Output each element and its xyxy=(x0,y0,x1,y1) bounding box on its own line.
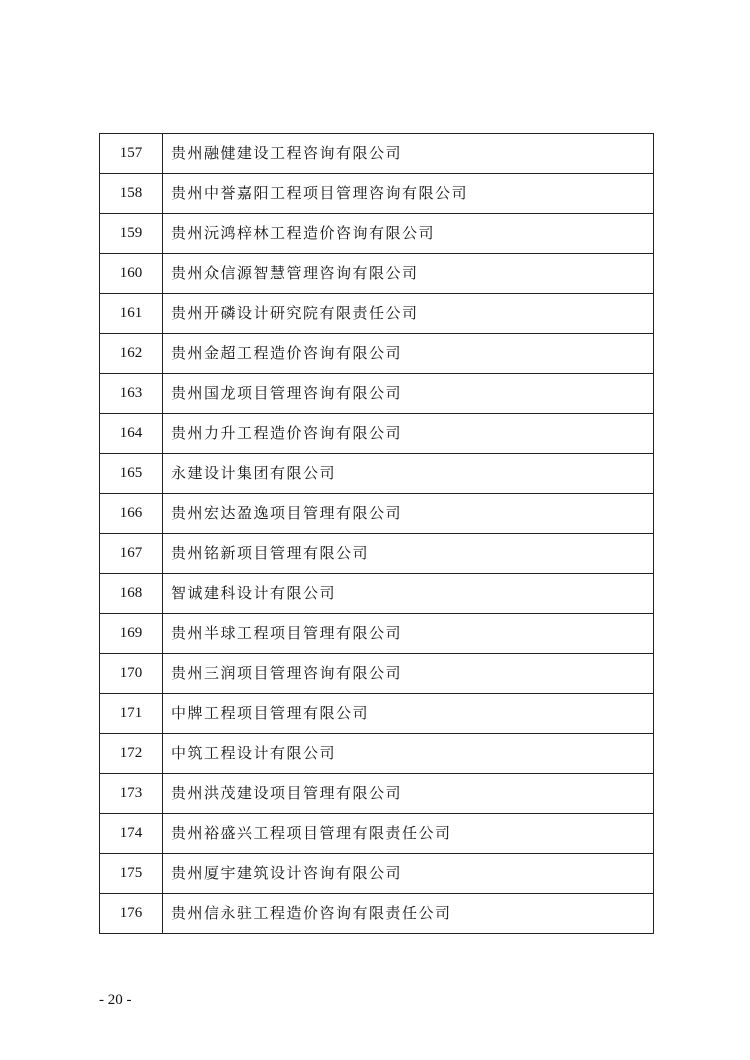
table-row xyxy=(100,494,654,534)
row-number: 165 xyxy=(100,454,163,494)
row-number: 164 xyxy=(100,414,163,454)
row-number: 169 xyxy=(100,614,163,654)
company-name: 贵州金超工程造价咨询有限公司 xyxy=(163,334,654,374)
table-body xyxy=(100,134,654,934)
row-number: 168 xyxy=(100,574,163,614)
company-name: 贵州沅鸿梓林工程造价咨询有限公司 xyxy=(163,214,654,254)
company-name: 贵州中誉嘉阳工程项目管理咨询有限公司 xyxy=(163,174,654,214)
company-name: 贵州半球工程项目管理有限公司 xyxy=(163,614,654,654)
company-name: 永建设计集团有限公司 xyxy=(163,454,654,494)
table-row xyxy=(100,214,654,254)
table-row xyxy=(100,134,654,174)
company-name: 中筑工程设计有限公司 xyxy=(163,734,654,774)
table-row xyxy=(100,694,654,734)
table-row xyxy=(100,414,654,454)
row-number: 160 xyxy=(100,254,163,294)
company-name: 贵州国龙项目管理咨询有限公司 xyxy=(163,374,654,414)
table-row xyxy=(100,614,654,654)
row-number: 174 xyxy=(100,814,163,854)
company-name: 贵州信永驻工程造价咨询有限责任公司 xyxy=(163,894,654,934)
table-row xyxy=(100,174,654,214)
company-name: 智诚建科设计有限公司 xyxy=(163,574,654,614)
table-row xyxy=(100,814,654,854)
company-name: 贵州铭新项目管理有限公司 xyxy=(163,534,654,574)
row-number: 170 xyxy=(100,654,163,694)
company-name: 贵州洪茂建设项目管理有限公司 xyxy=(163,774,654,814)
company-name: 贵州力升工程造价咨询有限公司 xyxy=(163,414,654,454)
row-number: 163 xyxy=(100,374,163,414)
row-number: 171 xyxy=(100,694,163,734)
row-number: 161 xyxy=(100,294,163,334)
table-row xyxy=(100,294,654,334)
table-row xyxy=(100,854,654,894)
company-name: 贵州厦宇建筑设计咨询有限公司 xyxy=(163,854,654,894)
row-number: 167 xyxy=(100,534,163,574)
row-number: 162 xyxy=(100,334,163,374)
company-name: 贵州宏达盈逸项目管理有限公司 xyxy=(163,494,654,534)
table-row xyxy=(100,654,654,694)
row-number: 172 xyxy=(100,734,163,774)
table-row xyxy=(100,454,654,494)
company-name: 贵州裕盛兴工程项目管理有限责任公司 xyxy=(163,814,654,854)
row-number: 158 xyxy=(100,174,163,214)
table-row xyxy=(100,534,654,574)
row-number: 176 xyxy=(100,894,163,934)
table-row xyxy=(100,574,654,614)
row-number: 159 xyxy=(100,214,163,254)
company-name: 贵州融健建设工程咨询有限公司 xyxy=(163,134,654,174)
table-row xyxy=(100,374,654,414)
table-row xyxy=(100,734,654,774)
company-name: 贵州三润项目管理咨询有限公司 xyxy=(163,654,654,694)
company-list-table xyxy=(99,133,654,934)
page-number: - 20 - xyxy=(99,992,132,1008)
table-row xyxy=(100,334,654,374)
company-name: 贵州众信源智慧管理咨询有限公司 xyxy=(163,254,654,294)
table-row xyxy=(100,774,654,814)
company-name: 中牌工程项目管理有限公司 xyxy=(163,694,654,734)
row-number: 175 xyxy=(100,854,163,894)
company-name: 贵州开磷设计研究院有限责任公司 xyxy=(163,294,654,334)
row-number: 157 xyxy=(100,134,163,174)
row-number: 166 xyxy=(100,494,163,534)
table-row xyxy=(100,894,654,934)
table-row xyxy=(100,254,654,294)
row-number: 173 xyxy=(100,774,163,814)
